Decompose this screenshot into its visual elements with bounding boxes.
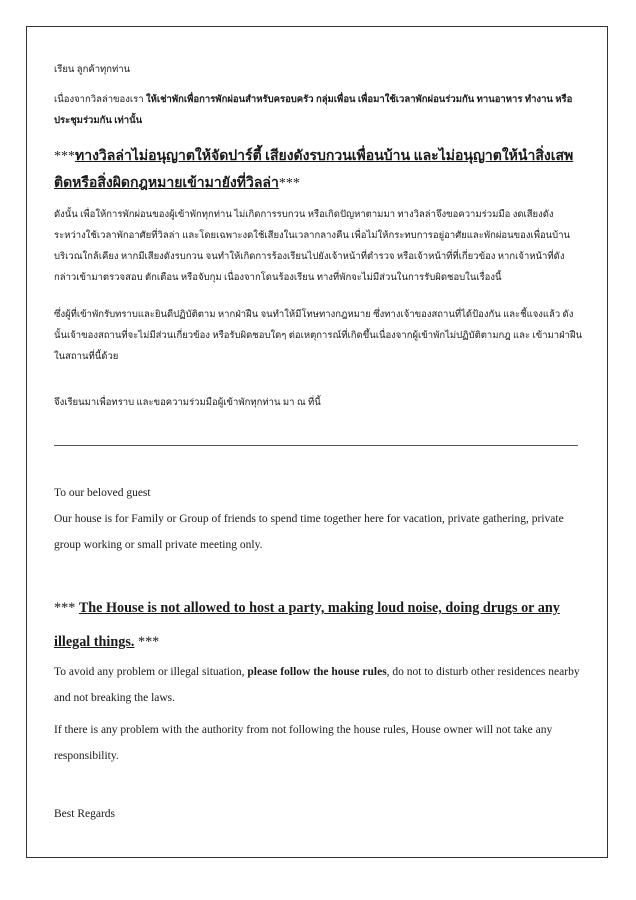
english-warning [54,591,584,659]
thai-greeting [54,60,584,81]
english-greeting-text: To our beloved guest [54,487,151,499]
thai-greeting-text: เรียน ลูกค้าทุกท่าน [54,65,131,75]
thai-intro-paragraph [54,90,584,132]
english-greeting [54,480,584,506]
thai-paragraph-liability [54,305,584,368]
english-rules-after: , do not to disturb other residences nearby and not breaking the laws. [54,666,580,704]
english-liability-text: If there is any problem with the authority from not following the house rules, House owner will not take any responsibility. [54,724,553,762]
thai-closing-text: จึงเรียนมาเพื่อทราบ และขอความร่วมมือผู้เข้าพักทุกท่าน มา ณ ที่นี้ [54,398,321,408]
thai-warning [54,143,584,197]
english-warning-text: The House is not allowed to host a party, making loud noise, doing drugs or any illegal things. [54,600,560,650]
thai-paragraph-noise-text: ดังนั้น เพื่อให้การพักผ่อนของผู้เข้าพักทุกท่าน ไม่เกิดการรบกวน หรือเกิดปัญหาตามมา ทางวิลล่าจึงขอความร่วมมือ งดเสียงดัง ระหว่างใช้เวลาพักอาศัยที่วิลล่า และโดยเฉพาะงดใช้เสียงในเวลากลางคืน เพื่อไม่ให้กระทบการอยู่อาศัยและพักผ่อนของเพื่อนบ้านบริเวณใกล้เคียง หากมีเสียงดังรบกวน จนทำให้เกิดการร้องเรียนไปยังเจ้าหน้าที่ตำรวจ หรือเจ้าหน้าที่ที่เกี่ยวข้อง หากเจ้าหน้าที่ดังกล่าวเข้ามาตรวจสอบ ตักเตือน หรือจับกุม เนื่องจากโดนร้องเรียน ทางที่พักจะไม่มีส่วนในการรับผิดชอบในเรื่องนี้ [54,210,571,283]
english-paragraph-rules [54,659,584,711]
thai-intro-normal: เนื่องจากวิลล่าของเรา [54,95,146,105]
english-paragraph-liability [54,717,584,769]
english-intro-paragraph [54,506,584,558]
thai-warning-prefix: *** [54,149,75,164]
thai-closing [54,393,584,414]
thai-warning-suffix: *** [278,176,300,191]
section-divider [54,445,578,446]
english-warning-prefix: *** [54,600,79,616]
thai-intro-bold: ให้เช่าพักเพื่อการพักผ่อนสำหรับครอบครัว กลุ่มเพื่อน เพื่อมาใช้เวลาพักผ่อนร่วมกัน ทานอาหาร ทำงาน หรือ ประชุมร่วมกัน เท่านั้น [54,95,573,126]
thai-paragraph-noise [54,205,584,289]
english-intro-text: Our house is for Family or Group of friends to spend time together here for vacation, private gathering, private group working or small private meeting only. [54,513,564,551]
thai-warning-text: ทางวิลล่าไม่อนุญาตให้จัดปาร์ตี้ เสียงดังรบกวนเพื่อนบ้าน และไม่อนุญาตให้นำสิ่งเสพติดหรือสิ่งผิดกฎหมายเข้ามายังที่วิลล่า [54,149,574,191]
english-rules-bold: please follow the house rules [247,666,387,678]
english-warning-suffix: *** [134,634,160,650]
english-regards [54,801,584,827]
english-rules-before: To avoid any problem or illegal situation, [54,666,248,678]
english-regards-text: Best Regards [54,808,116,820]
notice-page [26,26,608,858]
thai-paragraph-liability-text: ซึ่งผู้ที่เข้าพักรับทราบและยินดีปฏิบัติตาม หากฝ่าฝืน จนทำให้มีโทษทางกฎหมาย ซึ่งทางเจ้าของสถานที่ได้ป้องกัน และชี้แจงแล้ว ดังนั้นเจ้าของสถานที่จะไม่มีส่วนเกี่ยวข้อง หรือรับผิดชอบใดๆ ต่อเหตุการณ์ที่เกิดขึ้นเนื่องจากผู้เข้าพักไม่ปฏิบัติตามกฎ และ เข้ามาฝ่าฝืนในสถานที่นี้ด้วย [54,310,583,362]
